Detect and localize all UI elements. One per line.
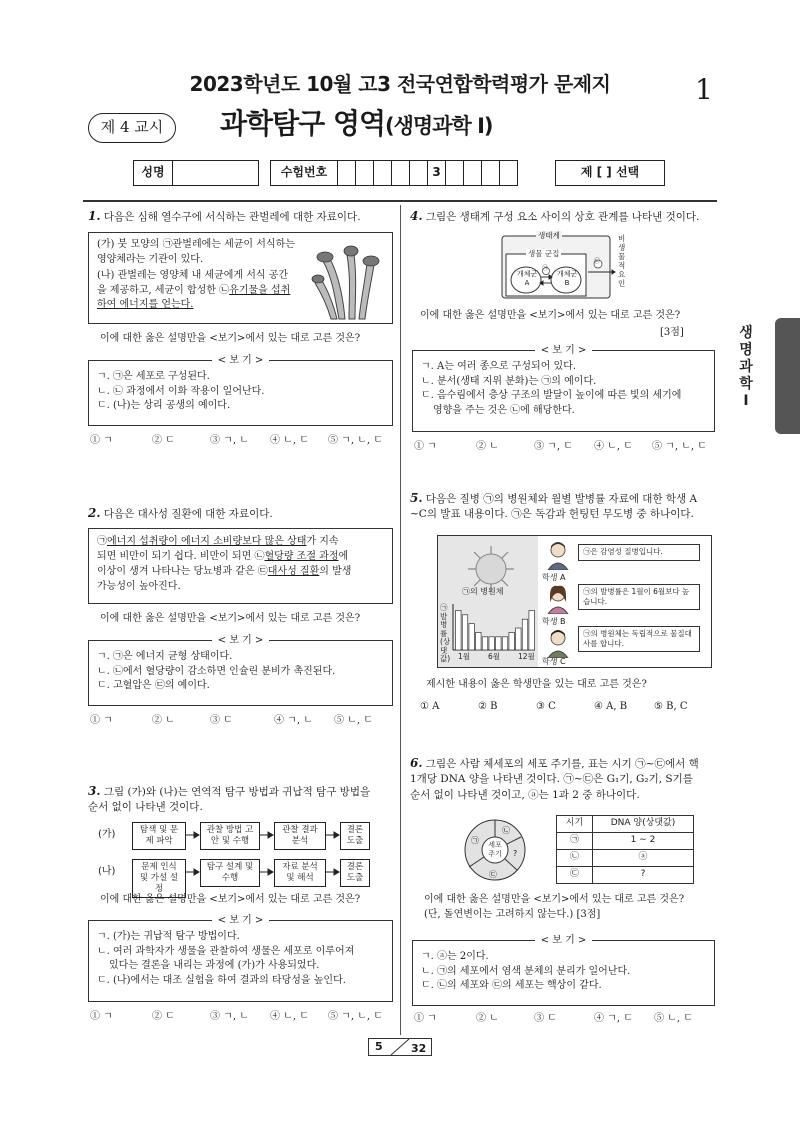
q4-points: [3점] — [660, 327, 684, 338]
page-number: 1 — [695, 73, 713, 106]
q6-number: 6. — [410, 756, 423, 770]
q6-cycle-center: 세포 주기 — [488, 841, 502, 858]
q6-cell: ㉠ — [557, 833, 593, 850]
q5-x-label-jun: 6월 — [488, 652, 501, 661]
q6-choice-1[interactable]: ① ㄱ — [414, 1013, 437, 1024]
q2-number: 2. — [88, 506, 101, 520]
subject-main: 과학탐구 영역 — [220, 107, 386, 140]
q3-bogi-title: < 보 기 > — [212, 915, 270, 926]
q1-box-b-underline: 유기물을 섭취하여 에너지를 얻는다. — [97, 284, 291, 310]
q5-bar-month-2 — [462, 615, 467, 650]
q1-info-box — [88, 232, 393, 324]
q4-arrow-label-2: ㉡ — [594, 258, 601, 265]
q6-cycle-label-2: ㉡ — [502, 826, 510, 835]
exam-no-digit[interactable] — [500, 160, 518, 186]
question-4 — [410, 208, 720, 225]
q4-choice-5[interactable]: ⑤ ㄱ, ㄴ, ㄷ — [652, 441, 707, 452]
q2-stem: 다음은 대사성 질환에 대한 자료이다. — [103, 508, 273, 520]
q6-choices — [414, 1012, 719, 1027]
q4-choice-4[interactable]: ④ ㄴ, ㄷ — [594, 441, 633, 452]
q1-choice-3[interactable]: ③ ㄱ, ㄴ — [210, 435, 249, 446]
q5-bar-month-7 — [496, 637, 501, 650]
footer-page: 5 — [375, 1040, 383, 1053]
side-tab-bar — [775, 318, 800, 434]
q4-abiotic-label: 비생물적요인 — [618, 234, 626, 288]
footer-total: 32 — [411, 1042, 427, 1055]
q3-na-step-2: 탐구 설계 및 수행 — [200, 859, 260, 887]
q4-arrow-label-1: ㉠ — [542, 265, 549, 272]
q3-bogi-item: ㄴ. 여러 과학자가 생물을 관찰하여 생물은 세포로 이루어져 — [97, 945, 355, 957]
q3-choice-2[interactable]: ② ㄷ — [152, 1011, 175, 1022]
q5-choices — [420, 700, 720, 715]
question-6 — [410, 755, 720, 803]
q3-bogi-box — [88, 915, 393, 1002]
q1-choices — [90, 434, 395, 449]
page-footer — [368, 1038, 432, 1056]
q5-bar-month-4 — [476, 632, 481, 650]
exam-number-row — [270, 160, 518, 186]
table-row — [557, 867, 694, 884]
q6-choice-5[interactable]: ⑤ ㄴ, ㄷ — [654, 1013, 693, 1024]
q5-choice-1[interactable]: ① A — [420, 701, 440, 712]
q6-cell: 1 ∼ 2 — [593, 833, 694, 850]
q1-box-b1: (나) 관벌레는 영양체 내 세균에게 서식 공간을 제공하고, 세균이 합성한 ㉡ — [97, 270, 289, 296]
q5-bar-month-5 — [482, 637, 487, 650]
q4-pop-a: 개체군 A — [516, 270, 538, 287]
q4-diagram-shapes — [500, 228, 635, 300]
q1-stem: 다음은 심해 열수구에 서식하는 관벌레에 대한 자료이다. — [103, 211, 361, 223]
q5-bar-month-3 — [469, 624, 474, 650]
q2-box-text: 되면 비만이 되기 쉽다. 비만이 되면 ㉡ — [97, 551, 265, 562]
student-info-row — [133, 160, 259, 186]
q4-stem: 그림은 생태계 구성 요소 사이의 상호 관계를 나타낸 것이다. — [425, 211, 700, 223]
q6-bogi-item: ㄱ. ⓐ는 2이다. — [421, 951, 489, 962]
q2-info-box — [88, 528, 393, 604]
q3-row-na-label: (나) — [98, 866, 116, 877]
q5-stem-1: 다음은 질병 ㉠의 병원체와 월별 발병률 자료에 대한 학생 A — [425, 493, 698, 505]
student-b-label: 학생 B — [542, 617, 566, 626]
q6-bogi-box — [412, 935, 715, 1006]
q5-choice-2[interactable]: ② B — [478, 701, 498, 712]
q4-choice-1[interactable]: ① ㄱ — [414, 441, 437, 452]
student-a-label: 학생 A — [542, 573, 566, 582]
q1-bogi-item: ㄱ. ㉠은 세포로 구성된다. — [97, 371, 210, 382]
q3-question: 이에 대한 옳은 설명만을 <보기>에서 있는 대로 고른 것은? — [100, 894, 361, 905]
q2-bogi-item: ㄷ. 고혈압은 ㉢의 예이다. — [97, 680, 210, 691]
header-divider — [83, 200, 717, 202]
q3-na-step-4: 결론 도출 — [340, 859, 370, 887]
q6-question-2: (단, 돌연변이는 고려하지 않는다.) [3점] — [424, 908, 601, 920]
q2-box-underline: 혈당량 조절 과정 — [264, 551, 339, 562]
q5-bar-month-9 — [509, 632, 514, 650]
q4-ecosystem-diagram — [500, 228, 635, 300]
q6-question-1: 이에 대한 옳은 설명만을 <보기>에서 있는 대로 고른 것은? — [424, 894, 685, 905]
q2-choice-5[interactable]: ⑤ ㄴ, ㄷ — [334, 715, 373, 726]
q3-number: 3. — [88, 784, 101, 798]
exam-no-digit[interactable] — [482, 160, 500, 186]
q5-bar-month-6 — [489, 637, 494, 650]
q2-box-text: 에 — [338, 551, 349, 562]
selection-row — [555, 160, 665, 186]
q3-na-step-1: 문제 인식 및 가설 설정 — [132, 859, 186, 898]
period-badge: 제 4 교시 — [88, 113, 176, 143]
q3-ga-step-2: 관찰 방법 고안 및 수행 — [200, 822, 260, 850]
q6-bogi-title: < 보 기 > — [535, 935, 593, 946]
q5-choice-3[interactable]: ③ C — [536, 701, 556, 712]
exam-no-digit[interactable] — [392, 160, 410, 186]
q6-cell: ㉢ — [557, 867, 593, 884]
q3-choice-4[interactable]: ④ ㄴ, ㄷ — [270, 1011, 309, 1022]
student-c-avatar-icon — [546, 628, 570, 658]
q6-cycle-label-3: ㉢ — [489, 870, 497, 879]
name-field[interactable] — [173, 160, 259, 186]
exam-no-digit-fixed: 3 — [428, 160, 446, 186]
table-row — [557, 833, 694, 850]
exam-no-digit[interactable] — [374, 160, 392, 186]
q6-bogi-item: ㄷ. ㉡의 세포와 ㉢의 세포는 핵상이 같다. — [421, 980, 602, 991]
q6-cycle-label-1: ㉠ — [471, 836, 479, 845]
q2-box-text: 가능성이 높아진다. — [97, 581, 181, 592]
q6-table-header — [557, 816, 694, 833]
q6-cell: ㉡ — [557, 850, 593, 867]
q4-bogi-title: < 보 기 > — [535, 345, 593, 356]
q1-choice-4[interactable]: ④ ㄴ, ㄷ — [270, 435, 309, 446]
q6-cell: ? — [593, 867, 694, 884]
exam-no-digit[interactable] — [356, 160, 374, 186]
q2-box-text: 가 지속 — [306, 536, 339, 547]
exam-no-digit[interactable] — [410, 160, 428, 186]
student-c-label: 학생 C — [542, 657, 566, 666]
q1-bogi-box — [88, 355, 393, 426]
q4-choice-2[interactable]: ② ㄴ — [476, 441, 499, 452]
q1-choice-5[interactable]: ⑤ ㄱ, ㄴ, ㄷ — [328, 435, 383, 446]
q5-figure — [437, 535, 712, 668]
q3-ga-step-1: 탐색 및 문제 파악 — [132, 822, 186, 850]
student-b-avatar-icon — [546, 584, 570, 614]
subject-title — [220, 104, 493, 145]
q5-choice-4[interactable]: ④ A, B — [594, 701, 628, 712]
q1-box-a: (가) 붓 모양의 ㉠관벌레에는 세균이 서식하는 영양체라는 기관이 있다. — [97, 239, 295, 265]
q2-box-underline: 대사성 질환 — [267, 566, 320, 577]
name-label: 성명 — [133, 160, 173, 186]
q6-choice-2[interactable]: ② ㄴ — [476, 1013, 499, 1024]
q5-bar-month-1 — [456, 610, 461, 650]
q5-stem-2: ∼C의 발표 내용이다. ㉠은 독감과 헌팅턴 무도병 중 하나이다. — [410, 508, 694, 521]
q6-question — [424, 893, 720, 922]
q6-stem-3: 순서 없이 나타낸 것이고, ⓐ는 1과 2 중 하나이다. — [410, 788, 640, 801]
student-c-speech: ㉠의 병원체는 독립적으로 물질대사를 합니다. — [578, 626, 700, 652]
q3-row-ga-label: (가) — [98, 829, 116, 840]
q4-bogi-item: ㄴ. 분서(생태 지위 분화)는 ㉠의 예이다. — [421, 375, 597, 387]
q5-number: 5. — [410, 491, 423, 505]
q3-ga-step-3: 관찰 결과 분석 — [274, 822, 326, 850]
q2-bogi-item: ㄴ. ㉡에서 혈당량이 감소하면 인슐린 분비가 촉진된다. — [97, 665, 336, 677]
q3-stem-1: 그림 (가)와 (나)는 연역적 탐구 방법과 귀납적 탐구 방법을 — [103, 786, 371, 798]
q5-x-label-jan: 1월 — [458, 652, 471, 661]
exam-no-label: 수험번호 — [270, 160, 338, 186]
q6-bogi-item: ㄴ. ㉠의 세포에서 염색 분체의 분리가 일어난다. — [421, 965, 631, 977]
q3-stem-2: 순서 없이 나타낸 것이다. — [88, 801, 203, 814]
q1-bogi-item: ㄷ. (나)는 상리 공생의 예이다. — [97, 400, 231, 411]
q6-cell: ⓐ — [593, 850, 694, 867]
student-b-speech: ㉠의 발병률은 1월이 6월보다 높습니다. — [578, 584, 700, 610]
q2-choices — [90, 714, 395, 729]
question-2 — [88, 505, 393, 522]
q4-choices — [414, 440, 719, 455]
side-tab-label: 생명과학Ⅰ — [739, 325, 753, 409]
q5-bar-month-8 — [502, 637, 507, 650]
q2-question: 이에 대한 옳은 설명만을 <보기>에서 있는 대로 고른 것은? — [100, 613, 361, 624]
exam-no-digit[interactable] — [446, 160, 464, 186]
q6-choice-3[interactable]: ③ ㄷ — [534, 1013, 557, 1024]
q1-bogi-title: < 보 기 > — [212, 355, 270, 366]
q2-choice-1[interactable]: ① ㄱ — [90, 715, 113, 726]
q4-community-label: 생물 군집 — [528, 249, 560, 258]
q3-choices — [90, 1010, 395, 1025]
question-1 — [88, 208, 393, 225]
q4-choice-3[interactable]: ③ ㄱ, ㄷ — [534, 441, 573, 452]
q4-pop-b: 개체군 B — [556, 270, 578, 287]
q2-choice-2[interactable]: ② ㄴ — [152, 715, 175, 726]
q5-bar-month-11 — [522, 619, 527, 650]
selection-label[interactable]: 제 [ ] 선택 — [555, 160, 665, 186]
table-row — [557, 850, 694, 867]
q6-th-stage: 시기 — [557, 816, 593, 833]
q6-stem-2: 1개당 DNA 양을 나타낸 것이다. ㉠∼㉢은 G₁기, G₂기, S기를 — [410, 773, 693, 786]
exam-title: 2023학년도 10월 고3 전국연합학력평가 문제지 — [189, 72, 611, 96]
q6-th-dna: DNA 양(상댓값) — [593, 816, 694, 833]
q4-bogi-item: 영향을 주는 것은 ㉡에 해당한다. — [433, 404, 575, 416]
q5-pathogen-label: ㉠의 병원체 — [462, 587, 504, 596]
q4-question: 이에 대한 옳은 설명만을 <보기>에서 있는 대로 고른 것은? — [420, 310, 681, 321]
q6-choice-4[interactable]: ④ ㄱ, ㄷ — [594, 1013, 633, 1024]
exam-no-digit[interactable] — [464, 160, 482, 186]
q4-number: 4. — [410, 209, 423, 223]
q2-box-underline: 에너지 섭취량이 에너지 소비량보다 많은 상태 — [107, 536, 307, 547]
q3-na-step-3: 자료 분석 및 해석 — [274, 859, 326, 887]
question-3 — [88, 783, 393, 816]
q3-choice-3[interactable]: ③ ㄱ, ㄴ — [210, 1011, 249, 1022]
q3-bogi-item: ㄷ. (나)에서는 대조 실험을 하여 결과의 타당성을 높인다. — [97, 974, 346, 986]
q1-choice-2[interactable]: ② ㄷ — [152, 435, 175, 446]
q6-cell-cycle-diagram — [455, 815, 535, 885]
q5-bar-chart — [451, 604, 536, 652]
q5-x-label-dec: 12월 — [518, 652, 535, 661]
q2-choice-4[interactable]: ④ ㄱ, ㄴ — [274, 715, 313, 726]
q5-bar-month-12 — [529, 610, 534, 650]
q6-cycle-label-4: ? — [513, 849, 518, 858]
q3-ga-step-4: 결론 도출 — [340, 822, 370, 850]
question-5 — [410, 490, 720, 523]
q1-bogi-item: ㄴ. ㉡ 과정에서 이화 작용이 일어난다. — [97, 385, 265, 397]
q2-box-text: 이상이 생겨 나타나는 당뇨병과 같은 ㉢ — [97, 566, 268, 577]
subject-sub: (생명과학 Ⅰ) — [385, 114, 493, 138]
q2-box-text: 의 발생 — [319, 566, 352, 577]
q5-choice-5[interactable]: ⑤ B, C — [654, 701, 688, 712]
q3-bogi-item: 있다는 결론을 내리는 과정에 (가)가 사용되었다. — [109, 960, 320, 971]
q2-bogi-title: < 보 기 > — [212, 635, 270, 646]
column-divider — [400, 205, 401, 1035]
q4-bogi-item: ㄷ. 음수림에서 층상 구조의 발달이 높이에 따른 빛의 세기에 — [421, 390, 682, 401]
q2-bogi-item: ㄱ. ㉠은 에너지 균형 상태이다. — [97, 651, 233, 662]
q4-bogi-item: ㄱ. A는 여러 종으로 구성되어 있다. — [421, 361, 577, 372]
q4-ecosystem-label: 생태계 — [538, 231, 560, 240]
student-a-speech: ㉠은 감염성 질병입니다. — [578, 544, 700, 561]
q5-bar-month-10 — [516, 628, 521, 650]
q6-dna-table — [556, 815, 694, 884]
q4-bogi-box — [412, 345, 715, 432]
q2-bogi-box — [88, 635, 393, 706]
q2-box-text: ㉠ — [97, 536, 107, 547]
q2-choice-3[interactable]: ③ ㄷ — [210, 715, 233, 726]
q1-choice-1[interactable]: ① ㄱ — [90, 435, 113, 446]
q1-number: 1. — [88, 209, 101, 223]
tube-worm-illustration — [311, 239, 389, 321]
q3-bogi-item: ㄱ. (가)는 귀납적 탐구 방법이다. — [97, 931, 240, 942]
q5-y-label: ㉠발병률(상댓값) — [440, 603, 451, 663]
q6-stem-1: 그림은 사람 체세포의 세포 주기를, 표는 시기 ㉠∼㉢에서 핵 — [425, 758, 699, 770]
q3-flow-diagram — [88, 820, 393, 894]
q1-question: 이에 대한 옳은 설명만을 <보기>에서 있는 대로 고른 것은? — [100, 333, 361, 344]
q5-question: 제시한 내용이 옳은 학생만을 있는 대로 고른 것은? — [426, 679, 647, 690]
q3-choice-5[interactable]: ⑤ ㄱ, ㄴ, ㄷ — [328, 1011, 383, 1022]
exam-no-digit[interactable] — [338, 160, 356, 186]
q3-choice-1[interactable]: ① ㄱ — [90, 1011, 113, 1022]
student-a-avatar-icon — [546, 540, 570, 570]
